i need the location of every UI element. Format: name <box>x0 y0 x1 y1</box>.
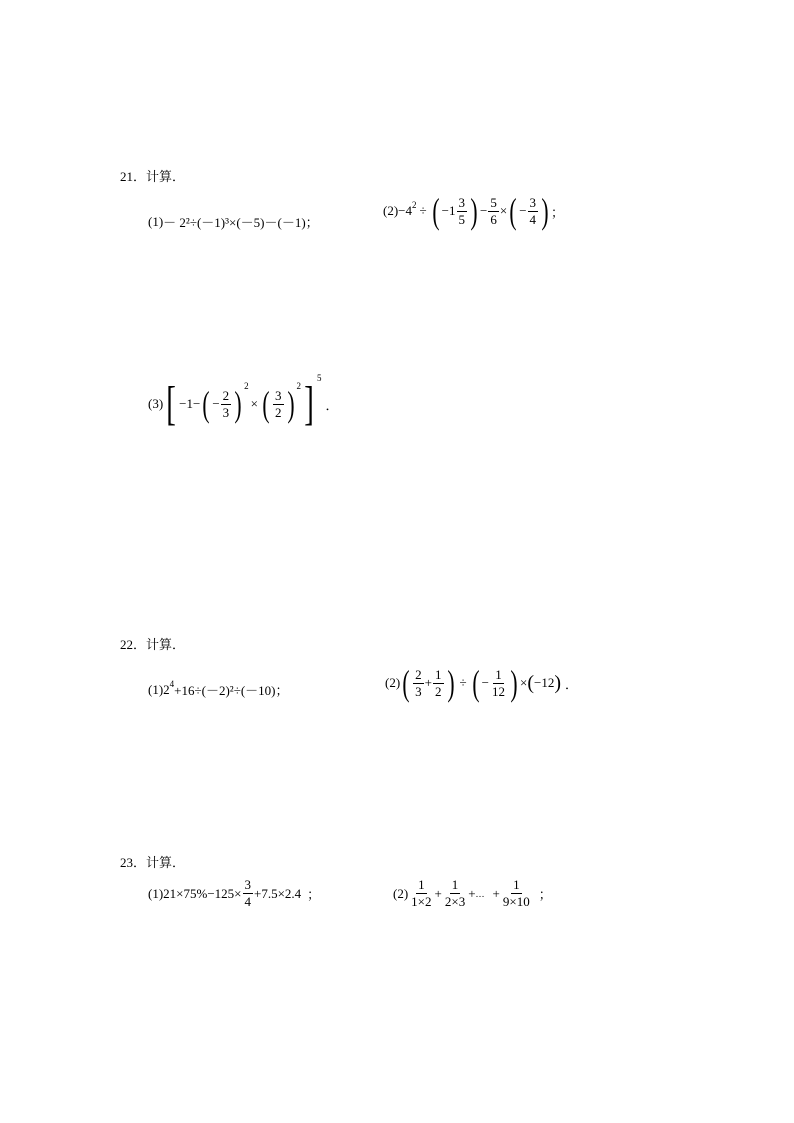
left-bracket: [ <box>166 377 176 430</box>
q21-part2 <box>383 193 564 229</box>
left-paren: ( <box>509 191 517 231</box>
mixed-whole: −1 <box>441 203 456 218</box>
right-paren: ) <box>286 384 295 424</box>
left-paren: ( <box>472 663 480 703</box>
part-label: (1) <box>148 213 164 229</box>
part-label: (1) <box>148 885 164 901</box>
fraction-2-3: $\frac{2}{3}$ <box>222 387 230 420</box>
ellipsis: … <box>475 888 485 899</box>
q22-part1 <box>148 680 289 699</box>
expr-b: +7.5×2.4 <box>254 885 302 901</box>
q21-part1 <box>148 212 319 231</box>
fraction-3-4: $\frac{3}{4}$ <box>529 194 537 227</box>
plus-sign: + <box>468 885 476 901</box>
fraction-5-6: $\frac{5}{6}$ <box>490 194 497 227</box>
exponent-outer: 5 <box>317 373 322 383</box>
right-paren: ) <box>234 384 242 424</box>
fraction-1-2: $\frac{1}{2}$ <box>435 666 442 699</box>
expression: － 2²÷(－1)³×(－5)－(－1)； <box>163 215 319 230</box>
fraction-1-over-2x3: $\frac{1}{2\times 3}$ <box>444 877 466 909</box>
fraction-1-over-9x10: $\frac{1}{9\times 10}$ <box>502 877 530 909</box>
left-paren-small: ( <box>527 671 535 694</box>
expr-lead: −4 <box>398 203 413 218</box>
fraction-2-3: $\frac{2}{3}$ <box>415 666 422 699</box>
divide-sign: ÷ <box>459 675 467 690</box>
part-label: (3) <box>148 396 164 411</box>
question-23-title: 23．计算． <box>120 855 186 870</box>
exponent: 4 <box>169 678 175 689</box>
part-label: (2) <box>383 203 399 218</box>
end-punct: ； <box>551 204 565 220</box>
left-paren: ( <box>262 384 270 424</box>
times-sign: × <box>250 396 259 411</box>
exponent: 2 <box>296 381 302 391</box>
divide-sign: ÷ <box>419 203 427 218</box>
expr-base: 2 <box>163 681 170 697</box>
expression: +16÷(－2)²÷(－10)； <box>174 683 289 698</box>
end-punct: ． <box>325 397 339 413</box>
q23-part1 <box>148 877 320 910</box>
right-paren-small: ) <box>554 671 562 694</box>
times-sign: × <box>499 203 508 218</box>
left-paren: ( <box>432 191 440 231</box>
neg-sign: − <box>212 396 220 411</box>
right-paren: ) <box>510 663 518 703</box>
last-term: −12 <box>534 675 555 690</box>
times-sign: × <box>520 675 528 690</box>
q23-part2 <box>393 877 552 910</box>
plus-sign: + <box>434 885 442 901</box>
fraction-1-12: $\frac{1}{12}$ <box>492 666 505 699</box>
question-21-title: 21．计算． <box>120 169 186 184</box>
minus-sign: − <box>480 203 488 218</box>
q22-part2 <box>385 665 578 701</box>
plus-sign: + <box>492 885 500 901</box>
q21-part3 <box>148 373 339 430</box>
part-label: (1) <box>148 681 164 697</box>
expr-lead: −1− <box>179 396 201 411</box>
fraction-1-over-1x2: $\frac{1}{1\times 2}$ <box>411 877 432 909</box>
right-paren: ) <box>446 663 455 703</box>
fraction-3-4: $\frac{3}{4}$ <box>244 877 251 909</box>
part-label: (2) <box>393 885 409 901</box>
left-paren: ( <box>402 663 410 703</box>
right-bracket: ] <box>304 377 314 430</box>
end-punct: ． <box>565 676 579 692</box>
end-punct: ； <box>307 887 321 902</box>
question-22-title: 22．计算． <box>120 637 186 652</box>
plus-sign: + <box>424 675 433 690</box>
exponent: 2 <box>412 200 417 210</box>
neg-sign: − <box>519 203 527 218</box>
fraction-3-5: $\frac{3}{5}$ <box>458 194 465 227</box>
exponent: 2 <box>244 381 249 391</box>
part-label: (2) <box>385 675 401 690</box>
neg-sign: − <box>481 675 489 690</box>
right-paren: ) <box>541 191 549 231</box>
right-paren: ) <box>470 191 478 231</box>
left-paren: ( <box>202 384 210 424</box>
end-punct: ； <box>538 887 552 902</box>
expr-a: 21×75%−125× <box>163 885 242 901</box>
fraction-3-2: $\frac{3}{2}$ <box>275 387 282 420</box>
